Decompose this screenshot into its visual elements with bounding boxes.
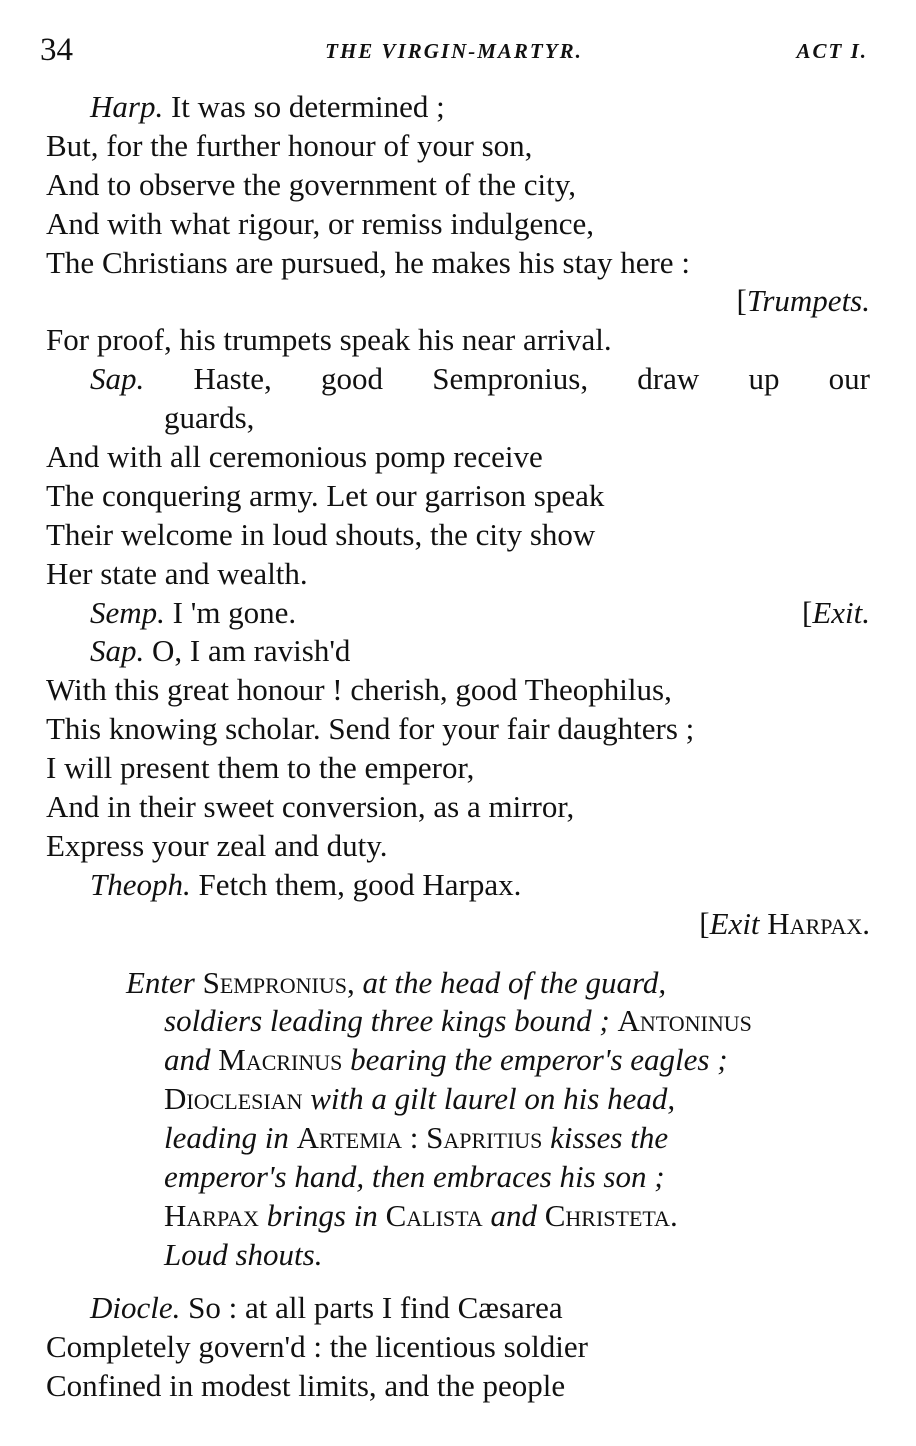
direction-text: brings in [258,1197,386,1233]
act-label: ACT I. [796,39,868,63]
character-name: Christeta. [544,1197,678,1233]
speaker-name: Sap. [90,361,145,397]
direction-text: and [482,1197,545,1233]
stage-direction-line: Loud shouts. [164,1236,323,1272]
character-name: Antoninus [617,1003,752,1039]
direction-text: with a gilt laurel on his head, [302,1081,676,1117]
stage-direction-line [126,1119,870,1158]
verse-line: Her state and wealth. [46,555,308,591]
verse-line [46,594,870,633]
speaker-name: Sap. [90,633,145,669]
speaker-name: Diocle. [90,1289,181,1325]
verse-line [46,866,870,905]
line-text: I 'm gone. [164,594,297,630]
word: up [748,361,780,397]
word: draw [637,361,700,397]
speaker-name: Semp. [90,594,165,630]
direction-text: soldiers leading three kings bound ; [164,1003,618,1039]
word: Sempronius, [432,361,589,397]
word: our [828,361,870,397]
line-text: O, I am ravish'd [144,633,351,669]
stage-cue [46,282,870,321]
stage-direction-line: emperor's hand, then embraces his son ; [164,1159,665,1195]
verse-line-continuation: guards, [164,400,255,436]
verse-line [46,632,870,671]
speaker-name: Theoph. [90,866,191,902]
verse-line [46,360,870,399]
verse-line: The conquering army. Let our garrison speak [46,477,605,513]
stage-cue [802,594,870,633]
speaker-name: Harp. [90,89,164,124]
word: Haste, [193,361,272,397]
running-title: THE VIRGIN-MARTYR. [325,39,583,63]
verse-line: For proof, his trumpets speak his near arrival. [46,322,612,358]
verse-line: The Christians are pursued, he makes his stay here : [46,244,690,280]
character-name: Macrinus [218,1042,343,1078]
bracket: [ [802,594,813,630]
line-text: Fetch them, good Harpax. [190,866,522,902]
direction-text: bearing the emperor's eagles ; [342,1042,728,1078]
character-name: Dioclesian [164,1081,303,1117]
direction-text [418,1120,426,1155]
direction-text: at the head of the guard, [354,964,667,1000]
verse-line: But, for the further honour of your son, [46,127,533,163]
stage-direction-line [126,1197,870,1236]
verse-line: This knowing scholar. Send for your fair daughters ; [46,711,695,747]
verse-line [46,1289,870,1328]
cue-text: Exit [709,905,760,941]
verse-line: Confined in modest limits, and the people [46,1367,566,1403]
verse-line: And in their sweet conversion, as a mirror, [46,789,575,825]
verse-line: With this great honour ! cherish, good Theophilus, [46,672,672,708]
cue-text: Exit. [812,594,870,630]
stage-direction-line [126,1002,870,1041]
character-name: Artemia : [296,1120,419,1156]
verse-line: Express your zeal and duty. [46,827,388,863]
verse-line: And with all ceremonious pomp receive [46,439,543,475]
running-header [40,32,868,68]
direction-text: leading in [164,1120,297,1156]
stage-direction-line [126,1080,870,1119]
stage-cue [46,905,870,944]
word: good [321,361,383,397]
verse-line: Their welcome in loud shouts, the city show [46,516,596,552]
cue-text: Trumpets. [746,283,870,319]
stage-direction-line [126,964,870,1003]
stage-direction-block [46,964,870,1275]
verse-line [46,88,870,127]
character-name: Calista [385,1197,483,1233]
bracket: [ [736,283,747,319]
character-name: Sapritius [426,1120,543,1156]
verse-line: And with what rigour, or remiss indulgence, [46,205,595,241]
line-text: It was so determined ; [163,89,445,124]
speech [90,594,296,633]
stage-direction-line [126,1041,870,1080]
character-name: Harpax [164,1197,259,1233]
verse-line: And to observe the government of the city, [46,166,577,202]
bracket: [ [699,905,710,941]
direction-text: and [164,1042,219,1078]
direction-text: Enter [126,964,203,1000]
line-text: So : at all parts I find Cæsarea [180,1289,563,1325]
direction-text: kisses the [542,1120,669,1156]
verse-line: I will present them to the emperor, [46,750,475,786]
play-text [46,88,870,1405]
character-name: Harpax. [759,905,870,941]
verse-line: Completely govern'd : the licentious soldier [46,1328,588,1364]
page-number: 34 [40,32,73,68]
character-name: Sempronius, [202,964,355,1000]
